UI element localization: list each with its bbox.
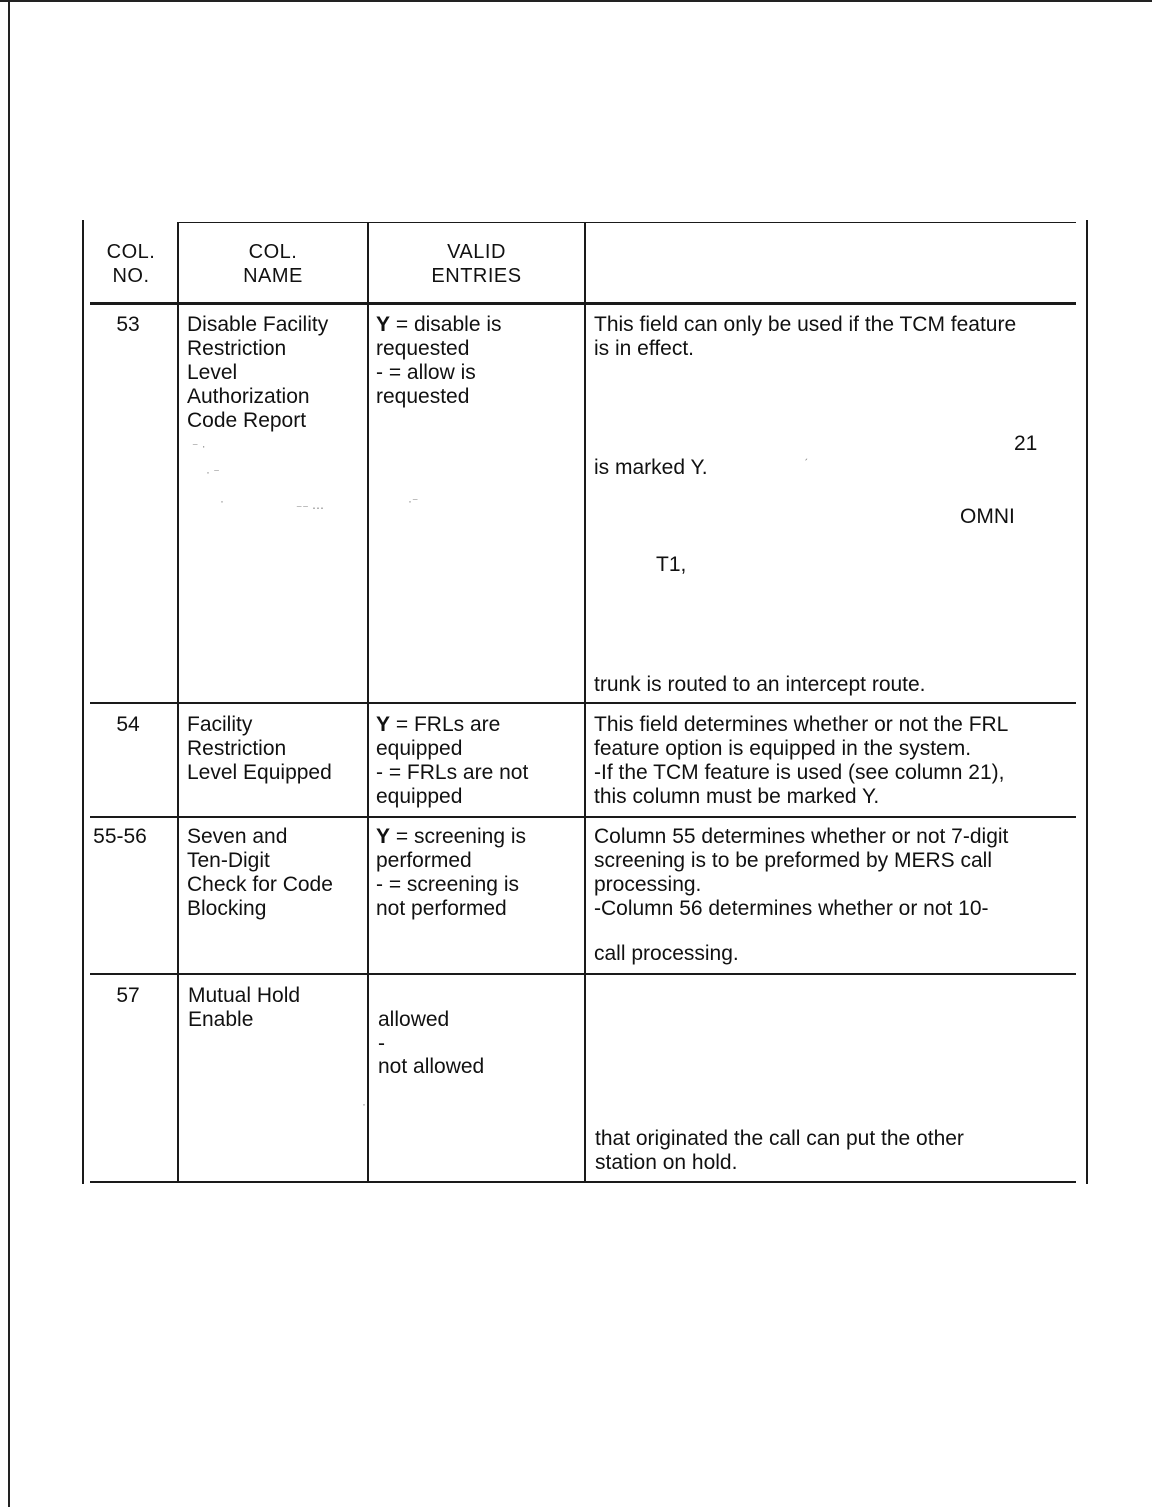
col-name-line: Level	[187, 361, 238, 384]
entry-text: requested	[376, 385, 470, 408]
entry-line	[376, 713, 528, 737]
description-line: that originated the call can put the other	[595, 1127, 964, 1150]
header-valid-entries	[369, 240, 584, 288]
description-line: this column must be marked Y.	[594, 785, 880, 808]
entry-line	[376, 873, 526, 897]
valid-entries-cell	[376, 825, 526, 921]
col-name-line: Ten-Digit	[187, 849, 270, 872]
header-col-no-line2: NO.	[112, 265, 150, 287]
header-top-rule	[178, 222, 1076, 223]
col-name-cell	[187, 825, 333, 921]
entry-line	[376, 361, 502, 385]
row-divider-55-56	[90, 973, 1076, 975]
entry-text: allowed	[378, 1008, 450, 1031]
entry-line	[376, 849, 526, 873]
header-col-name-line1: COL.	[248, 241, 298, 263]
scan-speck: ·	[362, 1097, 366, 1111]
entry-line	[376, 897, 526, 921]
col-name-line: Level Equipped	[187, 761, 332, 784]
header-valid-entries-line1: VALID	[447, 241, 506, 263]
entry-line	[376, 385, 502, 409]
header-valid-entries-line2: ENTRIES	[431, 265, 522, 287]
scan-speck: ·	[220, 494, 224, 508]
header-col-no	[84, 240, 178, 288]
col-divider-1	[177, 222, 179, 1183]
table-right-border	[1086, 220, 1088, 1184]
description-line: screening is to be preformed by MERS call	[594, 849, 993, 872]
valid-entries-cell	[376, 713, 528, 809]
entry-text: equipped	[376, 785, 463, 808]
description-line: feature option is equipped in the system.	[594, 737, 972, 760]
scan-speck: · ⁻	[206, 465, 220, 479]
col-name-line: Restriction	[187, 337, 287, 360]
col-name-line: Disable Facility	[187, 313, 329, 336]
entry-line	[376, 313, 502, 337]
col-no-cell: 55-56	[93, 825, 147, 848]
entry-text: - = allow is	[376, 361, 476, 384]
description-line: station on hold.	[595, 1151, 738, 1174]
col-name-line: Authorization	[187, 385, 310, 408]
col-name-line: Code Report	[187, 409, 307, 432]
scan-speck: ˏ	[804, 447, 808, 461]
description-line: call processing.	[594, 942, 739, 965]
entry-text: - = screening is	[376, 873, 519, 896]
col-name-line: Restriction	[187, 737, 287, 760]
col-name-cell	[187, 313, 328, 433]
entry-line	[376, 825, 526, 849]
col-divider-3	[584, 222, 586, 1183]
description-cell	[594, 713, 1008, 809]
entry-code: Y	[376, 825, 391, 848]
page-left-border	[8, 0, 10, 1507]
description-line: T1,	[656, 553, 687, 576]
description-line: This field determines whether or not the FRL	[594, 713, 1009, 736]
description-line: -If the TCM feature is used (see column 21),	[594, 761, 1005, 784]
row-divider-54	[90, 816, 1076, 818]
description-line: -Column 56 determines whether or not 10-	[594, 897, 989, 920]
entry-code: Y	[376, 713, 391, 736]
header-col-name	[179, 240, 367, 288]
scan-speck: ⁻ ·	[192, 439, 206, 453]
col-name-line: Facility	[187, 713, 253, 736]
entry-code: Y	[376, 313, 391, 336]
entry-text: performed	[376, 849, 472, 872]
header-col-name-line2: NAME	[243, 265, 303, 287]
description-line: OMNI	[960, 505, 1015, 528]
entry-line	[378, 1055, 484, 1079]
entry-text: not allowed	[378, 1055, 485, 1078]
col-name-line: Enable	[188, 1008, 254, 1031]
entry-text: requested	[376, 337, 470, 360]
entry-text: = screening is	[390, 825, 527, 848]
entry-text: = FRLs are	[390, 713, 501, 736]
description-line: is in effect.	[594, 337, 694, 360]
col-name-cell	[187, 713, 332, 785]
header-col-no-line1: COL.	[106, 241, 156, 263]
col-divider-2	[367, 222, 369, 1183]
description-line: is marked Y.	[594, 456, 708, 479]
table-bottom-rule	[90, 1181, 1076, 1183]
col-name-line: Seven and	[187, 825, 288, 848]
col-no-cell: 53	[116, 313, 140, 336]
header-bottom-rule	[90, 302, 1076, 305]
scan-speck: ·⁻	[408, 494, 419, 508]
page-top-border	[0, 0, 1152, 2]
description-cell	[595, 1127, 964, 1175]
entry-text: not performed	[376, 897, 507, 920]
entry-line	[378, 1032, 385, 1056]
entry-line	[376, 785, 528, 809]
description-line: 21	[1014, 432, 1038, 455]
valid-entries-cell	[376, 313, 502, 409]
entry-line	[376, 737, 528, 761]
col-name-line: Mutual Hold	[188, 984, 301, 1007]
entry-line	[376, 761, 528, 785]
entry-text: -	[378, 1032, 385, 1055]
description-line: This field can only be used if the TCM feature	[594, 313, 1017, 336]
entry-text: = disable is	[390, 313, 502, 336]
col-name-cell	[188, 984, 300, 1032]
entry-line	[378, 1008, 449, 1032]
entry-line	[376, 337, 502, 361]
col-no-cell: 57	[116, 984, 140, 1007]
col-name-line: Blocking	[187, 897, 267, 920]
col-name-line: Check for Code	[187, 873, 333, 896]
col-no-cell: 54	[116, 713, 140, 736]
row-divider-53	[90, 702, 1076, 704]
scan-speck: ⁻⁻ ⋯	[296, 501, 325, 515]
entry-text: equipped	[376, 737, 463, 760]
description-line: trunk is routed to an intercept route.	[594, 673, 926, 696]
table-left-border	[82, 220, 84, 1184]
description-line: processing.	[594, 873, 702, 896]
description-line: Column 55 determines whether or not 7-digit	[594, 825, 1009, 848]
entry-text: - = FRLs are not	[376, 761, 529, 784]
